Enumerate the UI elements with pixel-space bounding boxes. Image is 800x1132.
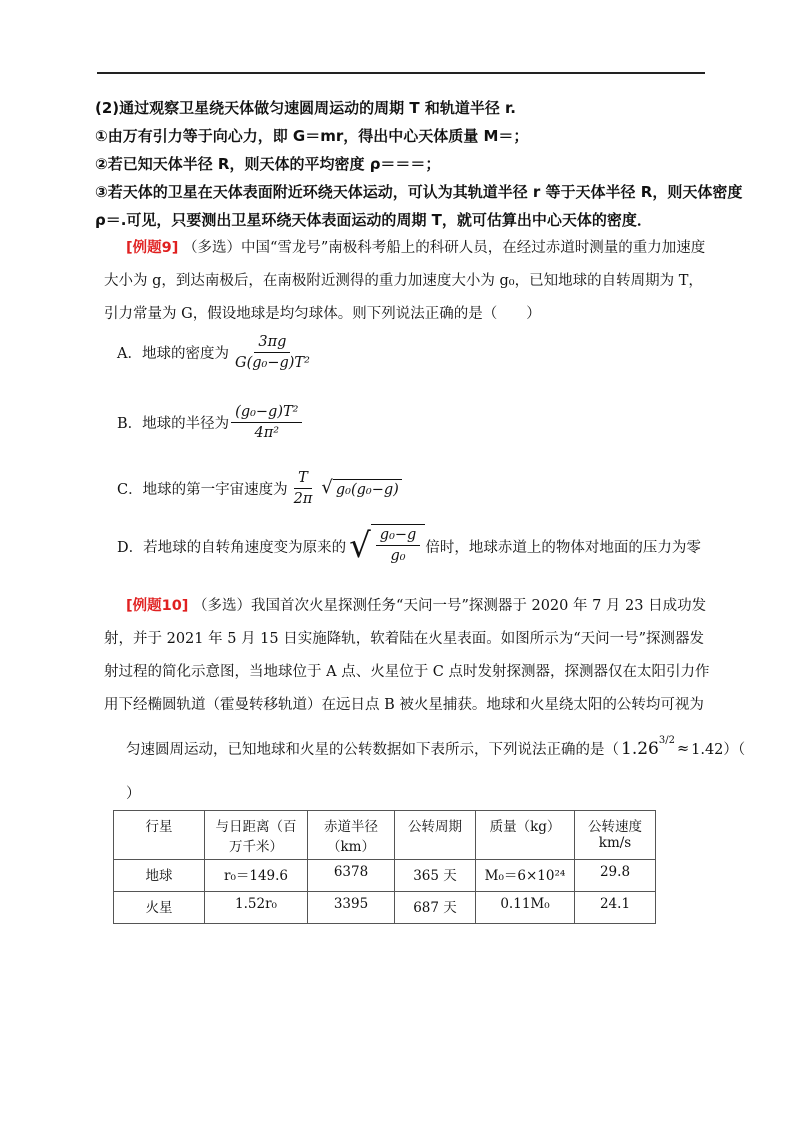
option-c-text: C．地球的第一宇宙速度为 — [117, 482, 288, 498]
text-line-2: ①由万有引力等于向心力，即 G＝mr，得出中心天体质量 M＝； — [95, 127, 529, 145]
option-d-radicand — [371, 524, 426, 568]
table-cell: 1.52r₀ — [205, 892, 308, 924]
option-d-tail: 倍时，地球赤道上的物体对地面的压力为零 — [425, 539, 701, 556]
example-9-label: [例题9] — [126, 240, 179, 256]
option-b-denominator: 4π² — [254, 425, 280, 441]
table-cell: 3395 — [308, 892, 395, 924]
example-9-text: （多选）中国“雪龙号”南极科考船上的科研人员，在经过赤道时测量的重力加速度大小为 g，到达南极后，在南极附近测得的重力加速度大小为 g₀，已知地球的自转周期为 T，引力常量为 G，假设地球是均匀球体。则下列说法正确的是（ ） — [104, 240, 706, 322]
option-c-denominator: 2π — [293, 491, 313, 507]
option-a-fraction — [231, 334, 314, 371]
table-cell: 24.1 — [575, 892, 656, 924]
example-10-label: [例题10] — [126, 598, 189, 614]
table-header-cell: 行星 — [114, 811, 205, 860]
approx-base: 1.26 — [621, 738, 659, 759]
table-cell: 6378 — [308, 860, 395, 892]
option-b-numerator: (g₀−g)T² — [231, 404, 302, 423]
table-row — [114, 860, 656, 892]
option-c-sqrt — [321, 479, 401, 498]
text-line-5: ρ＝.可见，只要测出卫星环绕天体表面运动的周期 T，就可估算出中心天体的密度． — [95, 211, 652, 229]
table-cell: 火星 — [114, 892, 205, 924]
option-a-numerator: 3πg — [254, 334, 290, 353]
table-header-cell: 公转周期 — [395, 811, 476, 860]
option-b — [117, 404, 304, 441]
option-a — [117, 334, 316, 371]
table-cell: r₀＝149.6 — [205, 860, 308, 892]
table-header-cell: 与日距离（百万千米） — [205, 811, 308, 860]
option-c-fraction — [290, 470, 317, 507]
table-row — [114, 892, 656, 924]
option-c-radicand: g₀(g₀−g) — [333, 479, 402, 498]
option-d — [117, 524, 701, 568]
table-header-cell: 赤道半径（km） — [308, 811, 395, 860]
option-a-text: A．地球的密度为 — [117, 346, 229, 362]
option-d-numerator: g₀−g — [376, 527, 421, 546]
example-10-text-2: 匀速圆周运动，已知地球和火星的公转数据如下表所示，下列说法正确的是（ — [126, 742, 619, 758]
example-9-question — [104, 232, 716, 331]
option-d-text: D．若地球的自转角速度变为原来的 — [117, 539, 347, 556]
table-cell: M₀＝6×10²⁴ — [476, 860, 575, 892]
option-d-fraction — [376, 527, 421, 564]
option-d-sqrt — [349, 524, 425, 568]
table-cell: 地球 — [114, 860, 205, 892]
example-10-line-2 — [126, 735, 746, 759]
approx-value: 1.42）（ — [691, 742, 746, 758]
approx-exponent: 3/2 — [658, 735, 675, 746]
table-cell: 29.8 — [575, 860, 656, 892]
example-10-text: （多选）我国首次火星探测任务“天问一号”探测器于 2020 年 7 月 23 日成功发射，并于 2021 年 5 月 15 日实施降轨，软着陆在火星表面。如图所示为“天问一号”探测器发射过程的简化示意图，当地球位于 A 点、火星位于 C 点时发射探测器，探测器仅在太阳引力作用下经椭圆轨道（霍曼转移轨道）在远日点 B 被火星捕获。地球和火星绕太阳的公转均可视为 — [104, 598, 710, 713]
text-line-1: (2)通过观察卫星绕天体做匀速圆周运动的周期 T 和轨道半径 r. — [95, 99, 517, 117]
table-cell: 687 天 — [395, 892, 476, 924]
table-header-cell: 质量（kg） — [476, 811, 575, 860]
option-b-fraction — [231, 404, 302, 441]
planet-data-table — [113, 810, 656, 924]
text-line-3: ②若已知天体半径 R，则天体的平均密度 ρ＝＝＝； — [95, 155, 441, 173]
table-cell: 365 天 — [395, 860, 476, 892]
option-c-numerator: T — [294, 470, 312, 489]
table-header-row — [114, 811, 656, 860]
sqrt-symbol: √ — [321, 477, 333, 498]
example-10-close: ） — [126, 786, 141, 802]
table-header-cell: 公转速度 km/s — [575, 811, 656, 860]
option-a-denominator: G(g₀−g)T² — [234, 355, 310, 371]
example-10-question — [104, 590, 716, 722]
option-b-text: B．地球的半径为 — [117, 416, 230, 432]
sqrt-symbol: √ — [349, 526, 371, 566]
option-d-denominator: g₀ — [390, 548, 406, 564]
text-line-4: ③若天体的卫星在天体表面附近环绕天体运动，可认为其轨道半径 r 等于天体半径 R，则天体密度 — [95, 183, 743, 201]
header-rule — [97, 72, 705, 74]
option-c — [117, 470, 402, 507]
table-cell: 0.11M₀ — [476, 892, 575, 924]
approx-symbol: ≈ — [676, 740, 690, 757]
